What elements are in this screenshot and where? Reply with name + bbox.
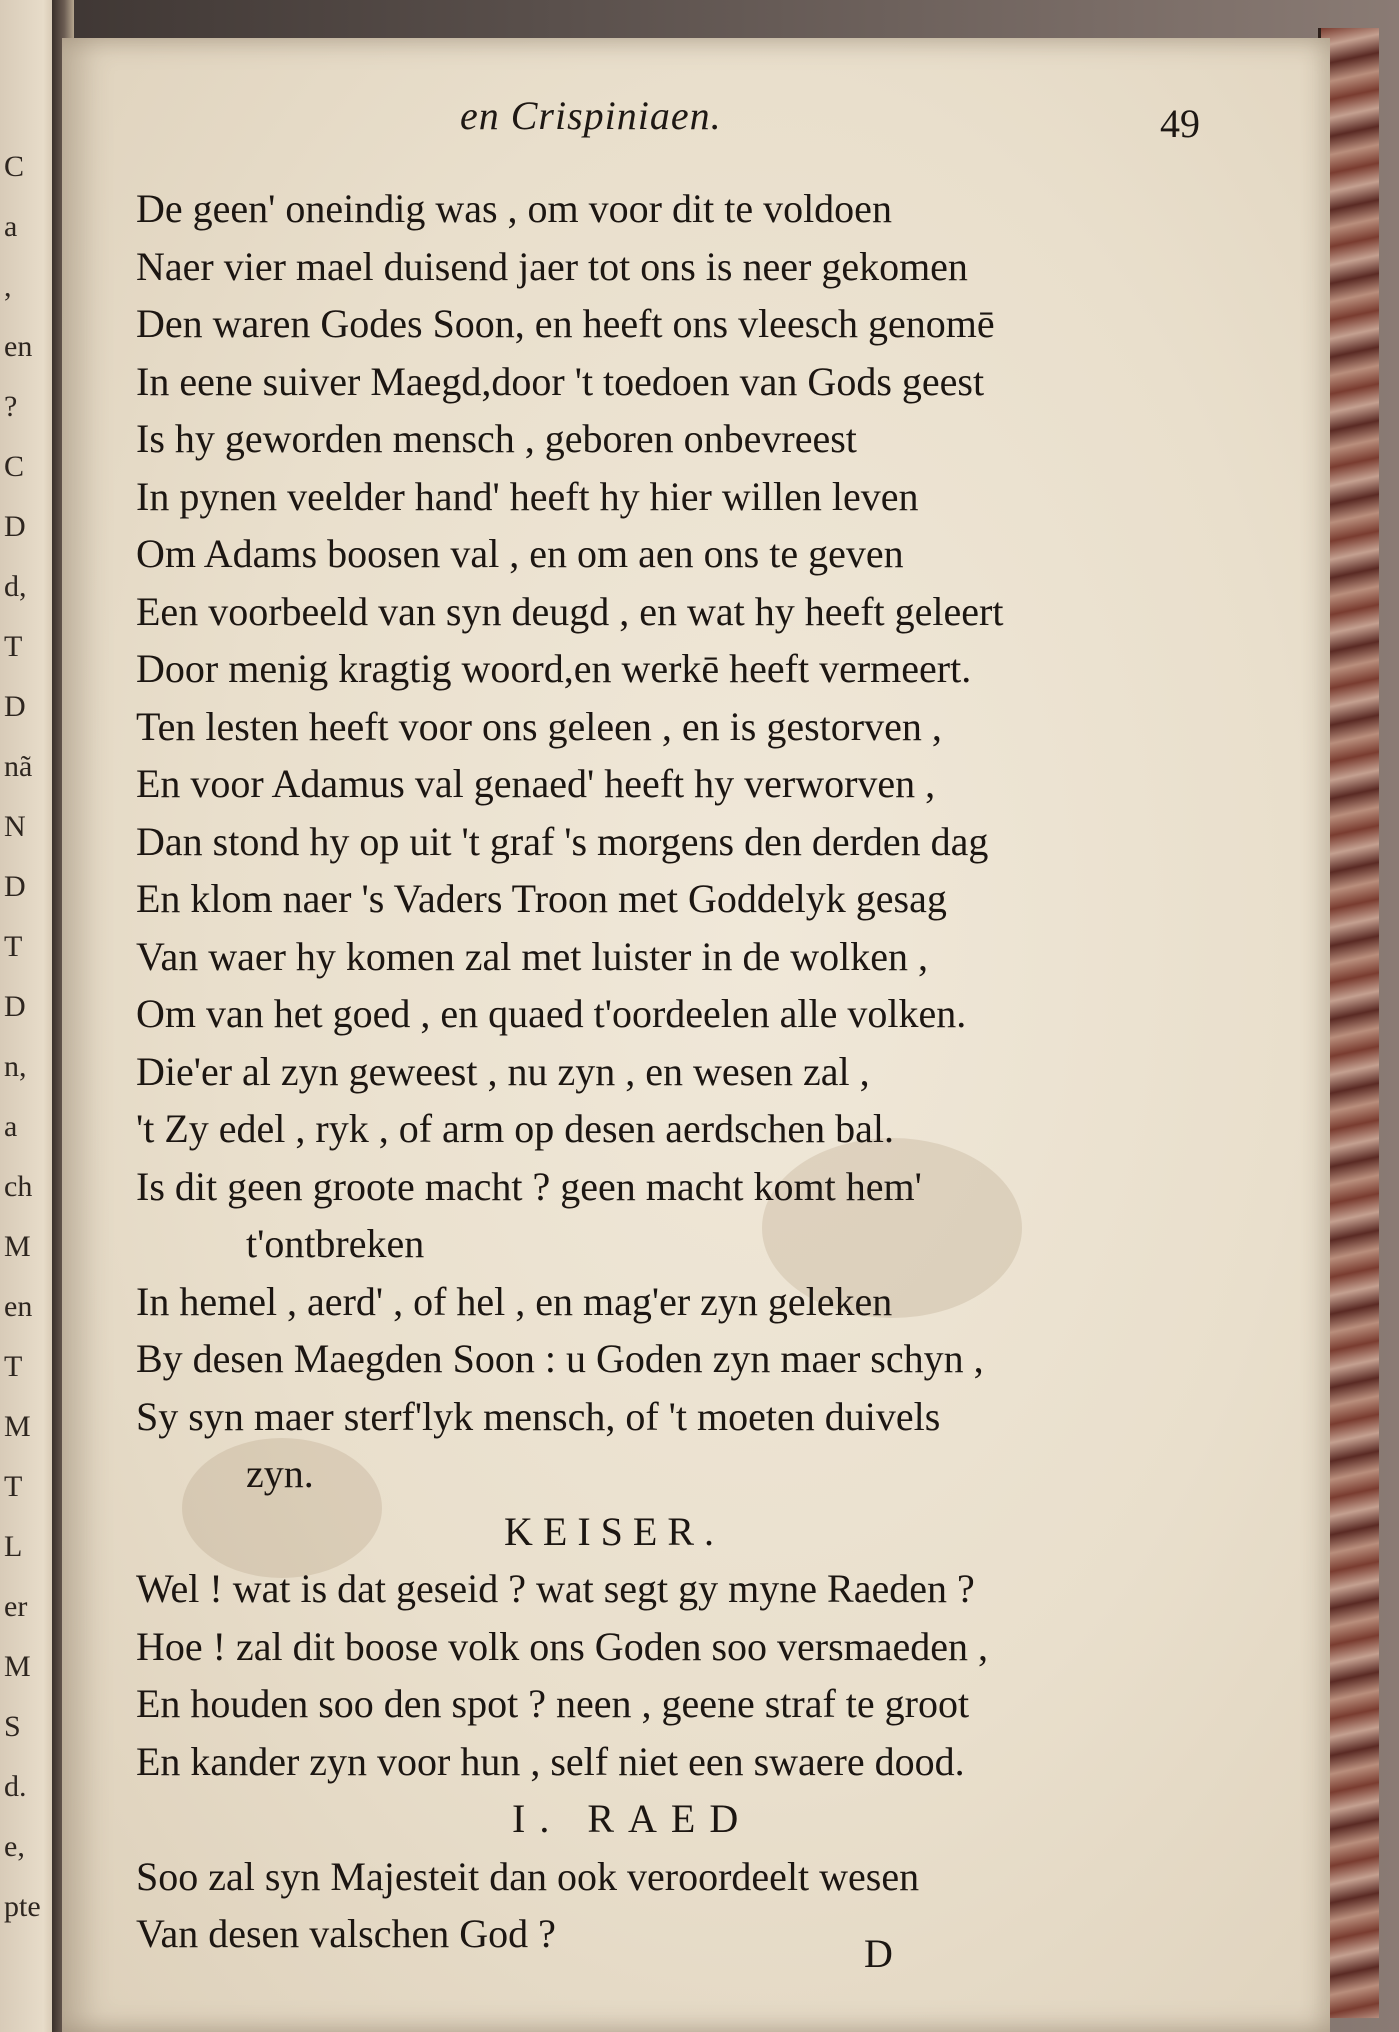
left-page-fragment: D — [4, 690, 26, 723]
left-page-fragment: n, — [4, 1050, 27, 1083]
verse-line: In pynen veelder hand' heeft hy hier willen leven — [136, 473, 919, 519]
left-page-fragment: T — [4, 930, 23, 963]
verse-line: En voor Adamus val genaed' heeft hy verworven , — [136, 761, 936, 806]
left-page-fragment: N — [4, 810, 26, 843]
left-page-fragment: M — [4, 1650, 31, 1683]
left-page-fragment: C — [4, 150, 25, 183]
running-header: en Crispiniaen. — [460, 93, 722, 138]
verse-line: Soo zal syn Majesteit dan ook veroordeelt wesen — [136, 1853, 920, 1899]
left-page-fragment: L — [4, 1530, 23, 1563]
verse-line: Dan stond hy op uit 't graf 's morgens den derden dag — [136, 818, 989, 864]
left-page-fragment: a — [4, 1110, 18, 1143]
signature-mark: D — [864, 1931, 893, 1976]
left-page-fragment: M — [4, 1230, 31, 1263]
verse-line: In hemel , aerd' , of hel , en mag'er zyn geleken — [136, 1278, 893, 1324]
left-page-fragment: d, — [4, 570, 27, 603]
left-page-fragment: T — [4, 1350, 23, 1383]
verse-line: 't Zy edel , ryk , of arm op desen aerdschen bal. — [136, 1106, 895, 1151]
verse-line-continuation: t'ontbreken — [246, 1221, 425, 1266]
verse-line: By desen Maegden Soon : u Goden zyn maer schyn , — [136, 1336, 984, 1381]
left-page-fragment: er — [4, 1590, 28, 1623]
verse-line: Is hy geworden mensch , geboren onbevreest — [136, 416, 857, 461]
verse-line: En kander zyn voor hun , self niet een swaere dood. — [136, 1738, 965, 1784]
verse-line: Om Adams boosen val , en om aen ons te geven — [136, 531, 904, 576]
verse-line: En houden soo den spot ? neen , geene straf te groot — [136, 1681, 970, 1726]
verse-line: De geen' oneindig was , om voor dit te voldoen — [136, 186, 892, 231]
verse-line: Wel ! wat is dat geseid ? wat segt gy myne Raeden ? — [136, 1566, 975, 1611]
verse-line: Die'er al zyn geweest , nu zyn , en wesen zal , — [136, 1048, 870, 1094]
left-page-fragment: D — [4, 870, 26, 903]
left-page-fragment: S — [4, 1710, 21, 1743]
verse-line: Hoe ! zal dit boose volk ons Goden soo versmaeden , — [136, 1623, 989, 1669]
verse-line: Naer vier mael duisend jaer tot ons is neer gekomen — [136, 243, 968, 289]
left-page-fragment: nã — [4, 750, 33, 783]
left-page-fragment: T — [4, 630, 23, 663]
speaker-heading-raed: I. RAED — [512, 1796, 753, 1841]
left-page-fragment: d. — [4, 1770, 27, 1803]
left-page-fragment: M — [4, 1410, 31, 1443]
left-page-fragment: en — [4, 1290, 33, 1323]
verse-line: Ten lesten heeft voor ons geleen , en is gestorven , — [136, 703, 942, 749]
left-page-fragment: C — [4, 450, 25, 483]
verse-line: Van desen valschen God ? — [136, 1911, 556, 1956]
verse-line: Van waer hy komen zal met luister in de wolken , — [136, 933, 928, 979]
verse-text-block — [136, 180, 1236, 1963]
verse-line: Om van het goed , en quaed t'oordeelen alle volken. — [136, 991, 967, 1036]
left-page-fragment: ? — [4, 390, 18, 423]
left-page-fragment: e, — [4, 1830, 25, 1863]
verse-line: Den waren Godes Soon, en heeft ons vleesch genomē — [136, 301, 995, 346]
left-page-fragment: en — [4, 330, 33, 363]
left-page-fragment: a — [4, 210, 18, 243]
verse-line: Sy syn maer sterf'lyk mensch, of 't moeten duivels — [136, 1393, 941, 1439]
left-page-fragment: , — [4, 270, 12, 303]
verse-line: Is dit geen groote macht ? geen macht komt hem' — [136, 1163, 922, 1209]
page-number: 49 — [1160, 101, 1200, 146]
verse-line-continuation: zyn. — [246, 1451, 314, 1496]
left-page-fragment: D — [4, 990, 26, 1023]
left-page-fragment: pte — [4, 1890, 41, 1923]
verse-line: Een voorbeeld van syn deugd , en wat hy heeft geleert — [136, 588, 1004, 634]
left-page-fragment: T — [4, 1470, 23, 1503]
verse-line: Door menig kragtig woord,en werkē heeft vermeert. — [136, 646, 972, 691]
speaker-heading-keiser: KEISER. — [504, 1508, 724, 1554]
left-page-fragment: ch — [4, 1170, 33, 1203]
verse-line: In eene suiver Maegd,door 't toedoen van Gods geest — [136, 358, 985, 404]
left-page-fragment: D — [4, 510, 26, 543]
verse-line: En klom naer 's Vaders Troon met Goddelyk gesag — [136, 876, 947, 921]
